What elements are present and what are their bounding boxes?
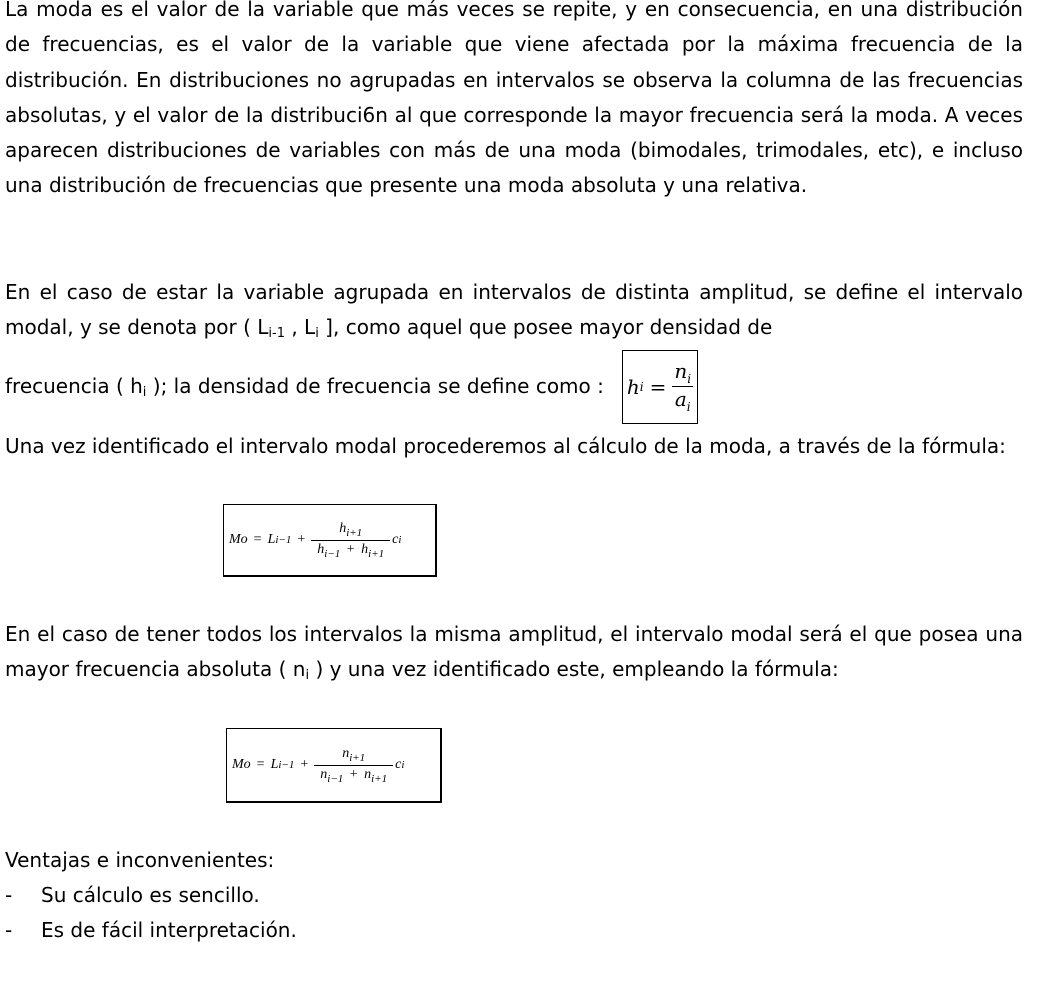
density-fraction: $\frac{n_i}{a_i}$ — [674, 359, 692, 414]
advantages-list — [5, 878, 297, 948]
density-formula: h i = $\frac{n_i}{a_i}$ — [622, 350, 698, 424]
mode-formula-frequency: Mo = L i−1 + $\frac{n_{i+1}}{n_{i-1} + n_{i+1}}$ c i — [226, 728, 442, 803]
heading-advantages: Ventajas e inconvenientes: — [5, 848, 275, 872]
list-item: - Es de fácil interpretación. — [5, 918, 297, 942]
paragraph-density: frecuencia ( $h_i$ ); la densidad de frecuencia se define como : h i = $\frac{n_i}{a_i}$ — [5, 349, 1023, 424]
mode-fraction-density: $\frac{h_{i+1}}{h_{i-1} + h_{i+1}}$ — [311, 520, 390, 561]
list-item: - Su cálculo es sencillo. — [5, 883, 260, 907]
mode-formula-density: Mo = L i−1 + $\frac{h_{i+1}}{h_{i-1} + h_{i+1}}$ c i — [223, 504, 437, 577]
paragraph-mode-calc: Una vez identificado el intervalo modal procederemos al cálculo de la moda, a través de la fórmula: — [5, 434, 1006, 458]
mode-fraction-frequency: $\frac{n_{i+1}}{n_{i-1} + n_{i+1}}$ — [314, 745, 393, 786]
paragraph-definition: La moda es el valor de la variable que más veces se repite, y en consecuencia, en una distribución de frecuencias, es el valor de la variable que viene afectada por la máxima frecuencia de la distribución. En distribuciones no agrupadas en intervalos se observa la columna de las frecuencias absolutas, y el valor de la distribuci6n al que corresponde la mayor frecuencia será la moda. A veces aparecen distribuciones de variables con más de una moda (bimodales, trimodales, etc), e incluso una distribución de frecuencias que presente una moda absoluta y una relativa. — [5, 0, 1023, 198]
paragraph-modal-interval: En el caso de estar la variable agrupada en intervalos de distinta amplitud, se define el intervalo modal, y se denota por ( $L_{i-1}$ , $L_i$ ], como aquel que posee mayor densidad de — [5, 280, 1023, 342]
paragraph-equal-amplitude: En el caso de tener todos los intervalos la misma amplitud, el intervalo modal será el que posea una mayor frecuencia absoluta ( $n_i$ ) y una vez identificado este, empleando la fórmula: — [5, 622, 1023, 684]
